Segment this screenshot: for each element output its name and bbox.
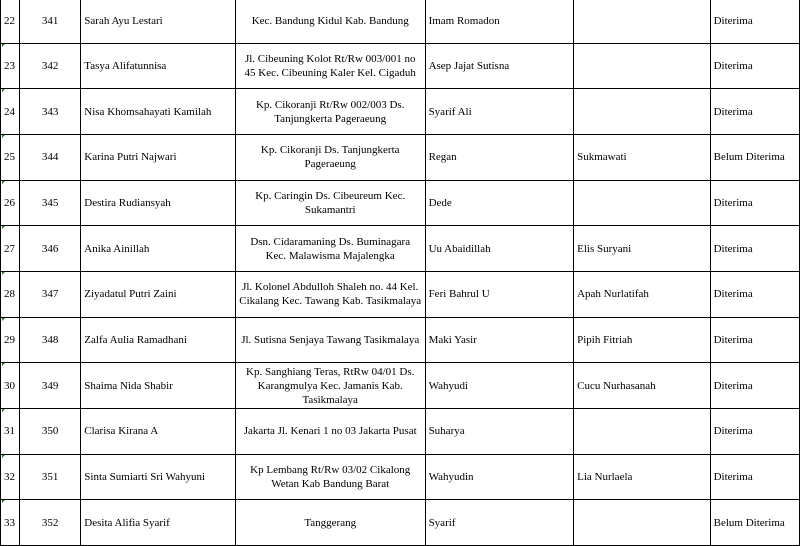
name-cell[interactable]: Tasya Alifatunnisa: [81, 43, 236, 89]
mother-name-cell[interactable]: Apah Nurlatifah: [574, 271, 711, 317]
address-cell[interactable]: Dsn. Cidaramaning Ds. Buminagara Kec. Malawisma Majalengka: [235, 226, 425, 272]
comment-marker-icon: [2, 408, 6, 412]
comment-marker-icon: [2, 89, 6, 93]
mother-name-cell[interactable]: [574, 89, 711, 135]
comment-marker-icon: [2, 454, 6, 458]
status-cell[interactable]: Diterima: [710, 454, 799, 500]
comment-marker-icon: [2, 180, 6, 184]
id-cell[interactable]: 342: [20, 43, 81, 89]
id-cell[interactable]: 351: [20, 454, 81, 500]
mother-name-cell[interactable]: [574, 500, 711, 546]
table-row: [1, 0, 800, 43]
id-cell[interactable]: 341: [20, 0, 81, 43]
id-cell[interactable]: 345: [20, 180, 81, 226]
row-number-cell[interactable]: 29: [1, 317, 20, 363]
id-cell[interactable]: 347: [20, 271, 81, 317]
status-cell[interactable]: Diterima: [710, 363, 799, 409]
table-body: [1, 0, 800, 546]
address-cell[interactable]: Kec. Bandung Kidul Kab. Bandung: [235, 0, 425, 43]
name-cell[interactable]: Ziyadatul Putri Zaini: [81, 271, 236, 317]
id-cell[interactable]: 343: [20, 89, 81, 135]
comment-marker-icon: [2, 317, 6, 321]
address-cell[interactable]: Kp. Caringin Ds. Cibeureum Kec. Sukamantri: [235, 180, 425, 226]
comment-marker-icon: [2, 134, 6, 138]
row-number-cell[interactable]: 25: [1, 134, 20, 180]
father-name-cell[interactable]: Dede: [425, 180, 574, 226]
table-row: [1, 500, 800, 546]
id-cell[interactable]: 349: [20, 363, 81, 409]
mother-name-cell[interactable]: Elis Suryani: [574, 226, 711, 272]
father-name-cell[interactable]: Feri Bahrul U: [425, 271, 574, 317]
comment-marker-icon: [2, 226, 6, 230]
name-cell[interactable]: Destira Rudiansyah: [81, 180, 236, 226]
row-number-cell[interactable]: 32: [1, 454, 20, 500]
mother-name-cell[interactable]: Lia Nurlaela: [574, 454, 711, 500]
comment-marker-icon: [2, 363, 6, 367]
id-cell[interactable]: 348: [20, 317, 81, 363]
table-row: [1, 89, 800, 135]
comment-marker-icon: [2, 43, 6, 47]
table-row: [1, 363, 800, 409]
father-name-cell[interactable]: Syarif: [425, 500, 574, 546]
address-cell[interactable]: Jl. Sutisna Senjaya Tawang Tasikmalaya: [235, 317, 425, 363]
mother-name-cell[interactable]: Cucu Nurhasanah: [574, 363, 711, 409]
status-cell[interactable]: Diterima: [710, 89, 799, 135]
row-number-cell[interactable]: 33: [1, 500, 20, 546]
father-name-cell[interactable]: Maki Yasir: [425, 317, 574, 363]
table-row: [1, 408, 800, 454]
name-cell[interactable]: Sarah Ayu Lestari: [81, 0, 236, 43]
name-cell[interactable]: Shaima Nida Shabir: [81, 363, 236, 409]
id-cell[interactable]: 352: [20, 500, 81, 546]
father-name-cell[interactable]: Imam Romadon: [425, 0, 574, 43]
name-cell[interactable]: Nisa Khomsahayati Kamilah: [81, 89, 236, 135]
name-cell[interactable]: Anika Ainillah: [81, 226, 236, 272]
status-cell[interactable]: Diterima: [710, 43, 799, 89]
row-number-cell[interactable]: 27: [1, 226, 20, 272]
row-number-cell[interactable]: 22: [1, 0, 20, 43]
id-cell[interactable]: 344: [20, 134, 81, 180]
address-cell[interactable]: Jakarta Jl. Kenari 1 no 03 Jakarta Pusat: [235, 408, 425, 454]
row-number-cell[interactable]: 26: [1, 180, 20, 226]
table-row: [1, 317, 800, 363]
address-cell[interactable]: Kp. Sanghiang Teras, RtRw 04/01 Ds. Karangmulya Kec. Jamanis Kab. Tasikmalaya: [235, 363, 425, 409]
father-name-cell[interactable]: Suharya: [425, 408, 574, 454]
row-number-cell[interactable]: 28: [1, 271, 20, 317]
father-name-cell[interactable]: Asep Jajat Sutisna: [425, 43, 574, 89]
address-cell[interactable]: Kp Lembang Rt/Rw 03/02 Cikalong Wetan Kab Bandung Barat: [235, 454, 425, 500]
address-cell[interactable]: Kp. Cikoranji Ds. Tanjungkerta Pageraeung: [235, 134, 425, 180]
id-cell[interactable]: 350: [20, 408, 81, 454]
mother-name-cell[interactable]: [574, 0, 711, 43]
mother-name-cell[interactable]: [574, 180, 711, 226]
name-cell[interactable]: Sinta Sumiarti Sri Wahyuni: [81, 454, 236, 500]
table-row: [1, 43, 800, 89]
name-cell[interactable]: Karina Putri Najwari: [81, 134, 236, 180]
name-cell[interactable]: Clarisa Kirana A: [81, 408, 236, 454]
status-cell[interactable]: Diterima: [710, 180, 799, 226]
table-row: [1, 226, 800, 272]
status-cell[interactable]: Belum Diterima: [710, 500, 799, 546]
father-name-cell[interactable]: Wahyudin: [425, 454, 574, 500]
status-cell[interactable]: Diterima: [710, 317, 799, 363]
status-cell[interactable]: Diterima: [710, 271, 799, 317]
address-cell[interactable]: Tanggerang: [235, 500, 425, 546]
id-cell[interactable]: 346: [20, 226, 81, 272]
father-name-cell[interactable]: Regan: [425, 134, 574, 180]
table-row: [1, 180, 800, 226]
address-cell[interactable]: Jl. Kolonel Abdulloh Shaleh no. 44 Kel. Cikalang Kec. Tawang Kab. Tasikmalaya: [235, 271, 425, 317]
table-row: [1, 271, 800, 317]
mother-name-cell[interactable]: [574, 43, 711, 89]
mother-name-cell[interactable]: Sukmawati: [574, 134, 711, 180]
row-number-cell[interactable]: 30: [1, 363, 20, 409]
father-name-cell[interactable]: Wahyudi: [425, 363, 574, 409]
row-number-cell[interactable]: 23: [1, 43, 20, 89]
status-cell[interactable]: Diterima: [710, 226, 799, 272]
row-number-cell[interactable]: 31: [1, 408, 20, 454]
address-cell[interactable]: Kp. Cikoranji Rt/Rw 002/003 Ds. Tanjungkerta Pageraeung: [235, 89, 425, 135]
mother-name-cell[interactable]: [574, 408, 711, 454]
table-row: [1, 134, 800, 180]
status-cell[interactable]: Diterima: [710, 408, 799, 454]
name-cell[interactable]: Zalfa Aulia Ramadhani: [81, 317, 236, 363]
name-cell[interactable]: Desita Alifia Syarif: [81, 500, 236, 546]
address-cell[interactable]: Jl. Cibeuning Kolot Rt/Rw 003/001 no 45 Kec. Cibeuning Kaler Kel. Cigaduh: [235, 43, 425, 89]
table-row: [1, 454, 800, 500]
row-number-cell[interactable]: 24: [1, 89, 20, 135]
comment-marker-icon: [2, 271, 6, 275]
status-cell[interactable]: Diterima: [710, 0, 799, 43]
comment-marker-icon: [2, 500, 6, 504]
mother-name-cell[interactable]: Pipih Fitriah: [574, 317, 711, 363]
father-name-cell[interactable]: Syarif Ali: [425, 89, 574, 135]
status-cell[interactable]: Belum Diterima: [710, 134, 799, 180]
father-name-cell[interactable]: Uu Abaidillah: [425, 226, 574, 272]
